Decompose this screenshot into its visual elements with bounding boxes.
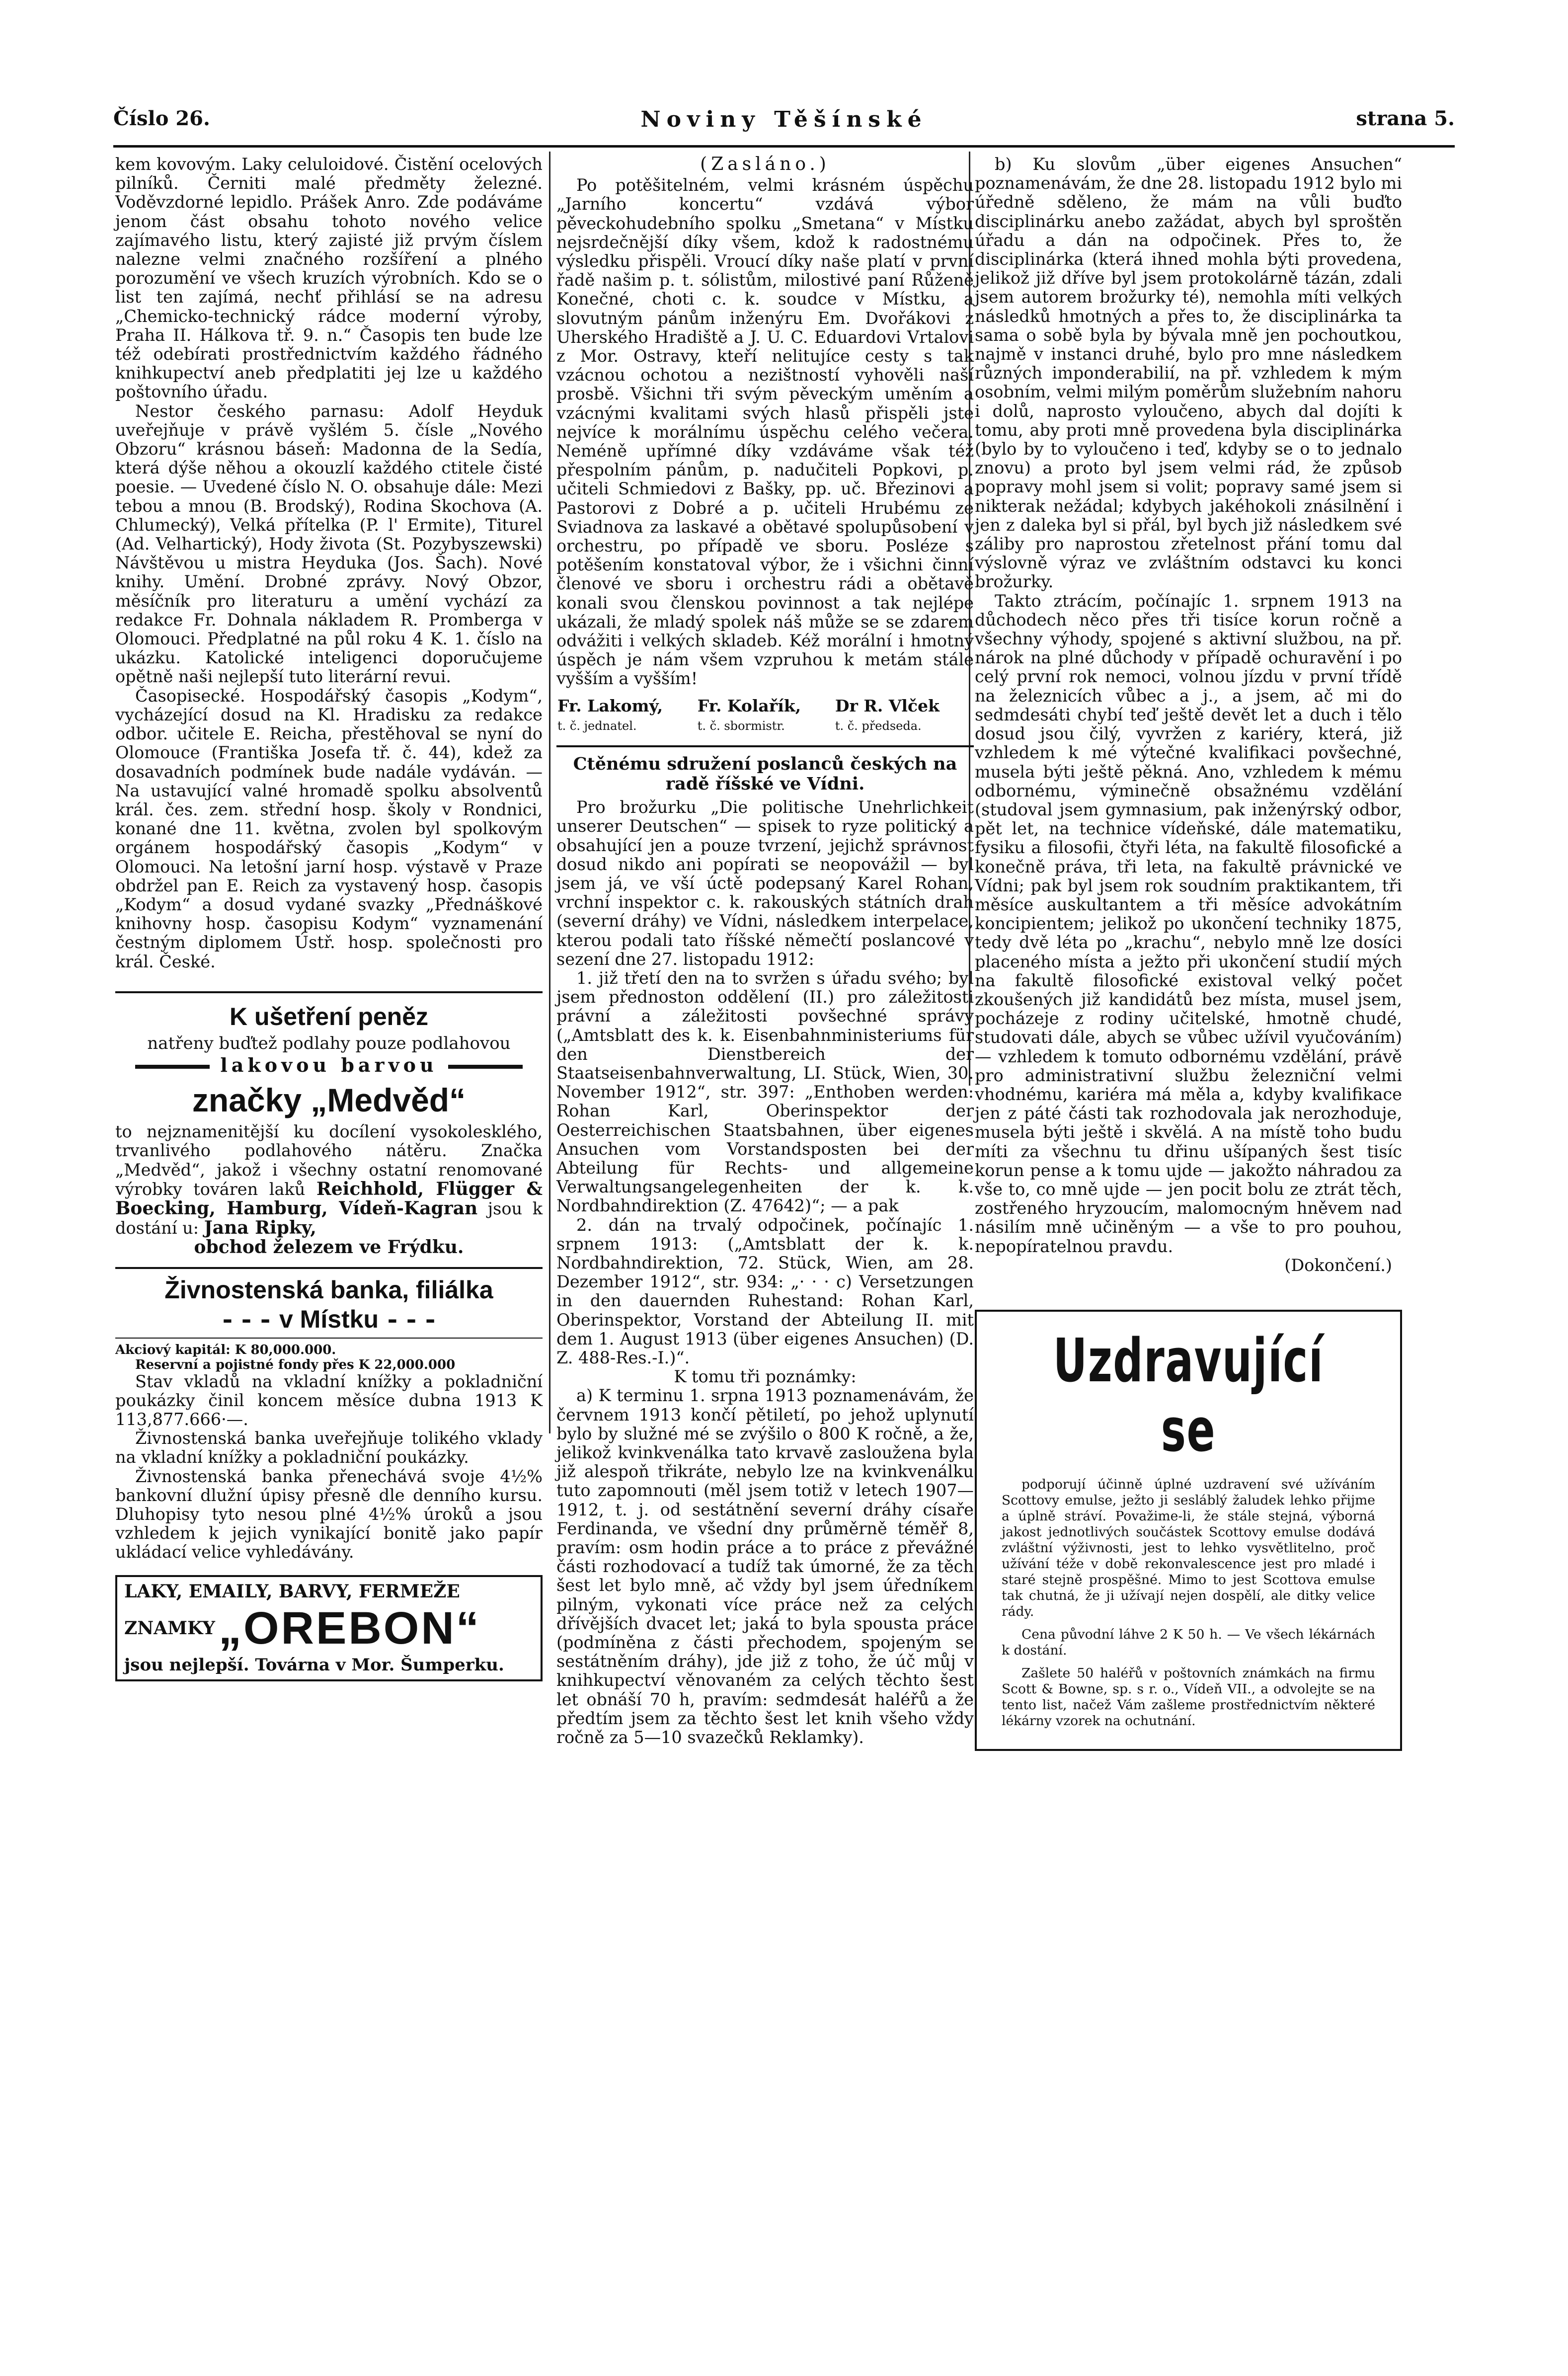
bank-text: Živnostenská banka uveřejňuje tolikého vklady na vkladní knížky a pokladniční poukázky.	[115, 1428, 543, 1467]
issue-number: Číslo 26.	[113, 107, 210, 130]
ad-line: ZNAMKY	[124, 1617, 215, 1639]
bank-text: Živnostenská banka přenechává svoje 4½% bankovní dlužní úpisy přesně dle denního kursu. Dluhopisy tyto nesou plné 4½% úroků a jsou vzhledem k jejich vynikající bonitě jako papír ukládací velice vyhledávány.	[115, 1466, 543, 1562]
article-text: Po potěšitelném, velmi krásném úspěchu „Jarního koncertu“ vzdává výbor pěveckohudebního spolku „Smetana“ v Místku nejsrdečnější díky všem, kdož k radostnému výsledku přispěli. Vroucí díky naše platí v první řadě našim p. t. sólistům, milostivé paní Růženě Konečné, choti c. k. soudce v Místku, a slovutným pánům inženýru Em. Dvořákovi z Uherského Hradiště a J. U. C. Eduardovi Vrtalovi z Mor. Ostravy, kteří nelitujíce cesty s tak vzácnou ochotou a nezištností vyhověli naší prosbě. Všichni tři svým pěveckým uměním a vzácnými kvalitami svých hlasů přispěli jste nejvíce k morálnímu úspěchu celého večera. Neméně upřímné díky vzdáváme však též přespolním pánům, p. nadučiteli Popkovi, p. učiteli Schmiedovi z Bašky, pp. uč. Březinovi a Pastorovi z Dobré a p. učiteli Hrubému ze Sviadnova za laskavé a obětavé spolupůsobení v orchestru, po případě ve sboru. Posléze s potěšením konstatoval výbor, že i všichni činní členové ve sboru i orchestru rádi a obětavě konali svou členskou povinnost a tak nejlépe ukázali, že mladý spolek náš může se se zdarem odvážiti i velkých skladeb. Kéž morální i hmotný úspěch je nám všem vzpruhou k metám stále vyšším a vyšším!	[556, 175, 974, 689]
signatures	[556, 696, 974, 736]
ad-line: lakovou barvou	[115, 1056, 543, 1075]
ad-dealer: obchod železem ve Frýdku.	[194, 1237, 464, 1258]
signature: Fr. Lakomý,	[557, 696, 663, 715]
signature-role: t. č. sbormistr.	[697, 718, 785, 733]
ad-text: jsou k dostání u:	[115, 1198, 543, 1238]
ad-title: Uzdravující se	[1053, 1326, 1324, 1465]
divider	[115, 1267, 543, 1269]
ad-headline: K ušetření peněz	[229, 1002, 429, 1030]
article-text: 1. již třetí den na to svržen s úřadu svého; byl jsem přednoston oddělení (II.) pro záležitosti právní a záležitosti povšechné správy („Amtsblatt des k. k. Eisenbahnministeriums für den Dienstbereich der Staatseisenbahnverwaltung, LI. Stück, Wien, 30. November 1912“, str. 397: „Enthoben werden: Rohan Karl, Oberinspektor der Oesterreichischen Staatsbahnen, über eigenes Ansuchen vom Vorstandsposten bei der Abteilung für Rechts- und allgemeine Verwaltungsangelegenheiten der k. k. Nordbahndirektion (Z. 47642)“; — a pak	[556, 968, 974, 1216]
bank-title: Živnostenská banka, filiálka	[164, 1275, 493, 1304]
page-number: strana 5.	[1356, 107, 1455, 130]
bank-advertisement	[115, 1275, 543, 1562]
article-text: Takto ztrácím, počínajíc 1. srpnem 1913 na důchodech něco přes tři tisíce korun ročně a všechny výhody, spojené s aktivní službou, na př. nárok na plné důchody v případě ochuravění i po celý první rok nemoci, volnou jízdu v první třídě na železnicích vůbec a j., a jsem, ač mi do sedmdesáti chybí teď ještě devět let a duch i tělo dosud jsou čilý, vyvržen z kariéry, která, již vzhledem k mé výtečné kvalifikaci povšechné, musela býti ještě pěkná. Ano, vzhledem k mému odbornému, výminečně obsažnému vzdělání (studoval jsem gymnasium, pak inženýrský odbor, pět let, na technice vídeňské, dále matematiku, fysiku a filosofii, čtyři léta, na fakultě filosofické a konečně práva, tři leta, na fakultě právnické ve Vídni; pak byl jsem rok soudním praktikantem, tři měsíce auskultantem a tři měsíce advokátním koncipientem; jelikož po ukončení techniky 1875, tedy dvě léta po „krachu“, nebylo mně lze dosíci placeného místa a ježto při ukončení studií mých na fakultě filosofické existoval velký počet zkoušených již kandidátů bez místa, musel jsem, pocházeje z rodiny učitelské, hmotně chudé, studovati dále, abych se vůbec užívil vyučováním) — vzhledem k tomuto odbornému vzdělání, právě pro administrativní službu železniční velmi vhodnému, kariéra má měla a, kdyby kvalifikace jen z páté části tak rozhodovala jak nerozhoduje, musela býti ještě i skvělá. A na místě toho budu míti za všechnu tu dřinu ušípaných šest tisíc korun pense a k tomu ujde — jakožto náhradou za vše to, co mně ujde — jen pocit bolu ze ztrát těch, zostřeného hryzoucím, malomocným hněvem nad násilím mně učiněným — a vše to pro pouhou, nepopíratelnou pravdu.	[975, 591, 1402, 1256]
article-text: kem kovovým. Laky celuloidové. Čistění ocelových pilníků. Černiti malé předměty železné. Voděvzdorné lepidlo. Prášek Anro. Zde podáváme jenom část obsahu tohoto nového velice zajímavého listu, který zajisté již prvým číslem nalezne velmi značného rozšíření a plného porozumění ve všech kruzích výrobních. Kdo se o list ten zajímá, nechť přihlásí se na adresu „Chemicko-technický rádce moderní výroby, Praha II. Hálkova tř. 9. n.“ Časopis ten bude lze též odebírati prostřednictvím každého řádného knihkupectví aneb předplatiti jej lze u každého poštovního úřadu.	[115, 155, 543, 402]
bank-reserve: Reservní a pojistné fondy přes K 22,000.000	[135, 1357, 456, 1372]
ad-dealer: Jana Ripky,	[204, 1217, 316, 1239]
article-text: b) Ku slovům „über eigenes Ansuchen“ poznamenávám, že dne 28. listopadu 1912 bylo mi úředně sděleno, že mám na vůli buďto disciplinárku anebo zažádat, abych byl sproštěn úřadu a dán na odpočinek. Přes to, že disciplinárka (která ihned mohla býti provedena, jelikož již dříve byl jsem protokolárně tázán, zdali jsem autorem brožurky té), nemohla míti velkých následků hmotných a přes to, že disciplinárka ta sama o sobě byla by bývala mně jen pochoutkou, najmě v instanci druhé, bylo pro mne následkem různých imponderabilií, na př. vzhledem k mým osobním, velmi milým poměrům služebním nahoru i dolů, naprosto vyloučeno, abych dal dojíti k tomu, aby proti mně provedena byla disciplinárka (bylo by to vyloučeno i teď, kdyby se o to jednalo znovu) a proto byl jsem velmi rád, že způsob popravy mohl jsem si volit; popravy samé jsem si nikterak nežádal; kdybych jakéhokoli znásilnění i jen z daleka byl si přál, byl bych již následkem své záliby pro naprostou zřetelnost přání tomu dal výslovně výraz ve zvláštním odstavci ku konci brožurky.	[975, 155, 1402, 592]
article-text: Pro brožurku „Die politische Unehrlichkeit unserer Deutschen“ — spisek to ryze politický a obsahující jen a pouze tvrzení, jejichž správnost dosud nikdo ani popírati se neopovážil — byl jsem já, ve vší úctě podepsaný Karel Rohan, vrchní inspektor c. k. rakouských státních drah (severní dráhy) ve Vídni, následkem interpelace, kterou podali tato říšské němečtí poslancové v sezení dne 27. listopadu 1912:	[556, 797, 974, 969]
article-text: Časopisecké. Hospodářský časopis „Kodym“, vycházející dosud na Kl. Hradisku za redakce odbor. učitele E. Reicha, přestěhoval se nyní do Olomouce (Františka Josefa tř. č. 44), kdež za dosavadních podmínek bude nadále vydáván. — Na ustavující valné hromadě spolku absolventů král. čes. zem. střední hosp. školy v Rondnici, konané dne 11. května, zvolen byl spolkovým orgánem hospodářský časopis „Kodym“ v Olomouci. Na letošní jarní hosp. výstavě v Praze obdržel pan E. Reich za vystavený hosp. časopis „Kodym“ a dosud vydané svazky „Přednáškové knihovny hosp. časopisu Kodym“ vyznamenání čestným diplomem Ústř. hosp. společnosti pro král. České.	[115, 686, 543, 971]
article-title: Ctěnému sdružení poslanců českých na radě říšské ve Vídni.	[573, 754, 957, 794]
divider	[556, 745, 974, 747]
medved-advertisement	[115, 999, 543, 1257]
bank-subtitle: - - - v Místku - - -	[222, 1304, 436, 1334]
article-text: K tomu tři poznámky:	[674, 1367, 857, 1387]
page-header	[113, 107, 1455, 137]
signature: Fr. Kolařík,	[697, 696, 801, 715]
continued-note: (Dokončení.)	[1284, 1255, 1392, 1275]
header-rule	[113, 145, 1455, 148]
scott-advertisement	[975, 1310, 1402, 1751]
column-1	[115, 155, 543, 1681]
ad-brand: značky „Medvěd“	[192, 1082, 466, 1119]
column-divider	[549, 152, 550, 1433]
ad-text: Cena původní láhve 2 K 50 h. — Ve všech lékárnách k dostání.	[1002, 1626, 1375, 1658]
ad-text: Zašlete 50 haléřů v poštovních známkách na firmu Scott & Bowne, sp. s r. o., Vídeň VII., a odvolejte se na tento list, načež Vám zašleme prostřednictvím některé lékárny vzorek na ochutnání.	[1002, 1665, 1375, 1729]
column-2	[556, 155, 974, 1747]
ad-text: to nejznamenitější ku docílení vysokolesklého, trvanlivého podlahového nátěru. Značka „Medvěd“, jakož i všechny ostatní renomované výrobky továren laků	[115, 1122, 543, 1199]
ad-text: podporují účinně úplné uzdravení své užíváním Scottovy emulse, ježto ji sesláblý žaludek lehko přijme a úplně stráví. Považime-li, že stále stejná, výborná jakost jednotlivých součástek Scottovy emulse dodává zvláštní výživnosti, jest to lehko vysvětlitelno, proč užívání téže v době rekonvalescence jest pro mladé i staré stejně prospěšné. Mimo to jest Scottova emulse tak chutná, že ji užívají nejen dospělí, ale ditky velice rády.	[1002, 1476, 1375, 1619]
newspaper-title: Noviny Těšínské	[640, 107, 928, 132]
article-text: 2. dán na trvalý odpočinek, počínajíc 1. srpnem 1913: („Amtsblatt der k. k. Nordbahndirektion, 72. Stück, Wien, am 28. Dezember 1912“, str. 934: „· · · c) Versetzungen in den dauernden Ruhestand: Rohan Karl, Oberinspektor, Vorstand der Abteilung II. mit dem 1. August 1913 (über eigenes Ansuchen) (D. Z. 488-Res.-I.)“.	[556, 1215, 974, 1367]
ad-line: jsou nejlepší. Továrna v Mor. Šumperku.	[124, 1655, 504, 1675]
signature-role: t. č. jednatel.	[557, 718, 637, 733]
article-text: Nestor českého parnasu: Adolf Heyduk uveřejňuje v právě vyšlém 5. čísle „Nového Obzoru“ krásnou báseň: Madonna de la Sedía, která dýše něhou a okouzlí každého ctitele čisté poesie. — Uvedené číslo N. O. obsahuje dále: Mezi tebou a mnou (B. Brodský), Rodina Skochova (A. Chlumecký), Velká přítelka (P. l' Ermite), Titurel (Ad. Velhartický), Hody života (St. Pozybyszewski) Návštěvou u mistra Heyduka (Jos. Šach). Nové knihy. Umění. Drobné zprávy. Nový Obzor, měsíčník pro literaturu a umění vychází za redakce Fr. Dohnala nákladem R. Promberga v Olomouci. Předplatné na půl roku 4 K. 1. číslo na ukázku. Katolické inteligenci doporučujeme opětně naši nejlepší tuto literární revui.	[115, 401, 543, 687]
bank-text: Stav vkladů na vkladní knížky a pokladniční poukázky činil koncem měsíce dubna 1913 K 113,877.666·—.	[115, 1371, 543, 1429]
bank-capital: Akciový kapitál: K 80,000.000.	[115, 1342, 336, 1357]
article-text: a) K terminu 1. srpna 1913 poznamenávám, že červnem 1913 končí pětiletí, po jehož uplynutí bylo by služné mé se zvýšilo o 800 K ročně, a že, jelikož kvinkvenálka tato krvavě zasloužena byla již alespoň třikráte, nebylo lze na kvinkvenálku tuto zapomnouti (měl jsem totiž v letech 1907—1912, t. j. od sestátnění severní dráhy císaře Ferdinanda, ve všední dny průměrně téměř 8, pravím: osm hodin práce a to práce z převážné části rozhodovací a tudíž tak úmorné, že za těch šest let bylo mně, ač vždy byl jsem úředníkem pilným, vykonati více práce než za celých dřívějších dvacet let; jaká to byla spousta práce (podmíněna z části přechodem, spojeným se sestátněním dráhy), jde již z toho, že úč můj v knihkupectví věnovaném za celých těchto šest let obnáší 70 h, pravím: sedmdesát haléřů a že předtím jsem za těchto šest let knih všeho vždy ročně za 5—10 svazečků Reklamky).	[556, 1386, 974, 1747]
signature: Dr R. Vlček	[835, 696, 940, 715]
section-heading: (Zasláno.)	[700, 154, 830, 174]
column-3	[975, 155, 1402, 1751]
divider	[115, 1338, 543, 1339]
signature-role: t. č. předseda.	[835, 718, 922, 733]
ad-line: LAKY, EMAILY, BARVY, FERMEŽE	[124, 1581, 460, 1602]
ad-line: natřeny buďtež podlahy pouze podlahovou	[147, 1033, 511, 1053]
divider	[115, 991, 543, 993]
ad-firm: Reichhold, Flügger & Boecking, Hamburg, Vídeň-Kagran	[115, 1178, 543, 1219]
ad-brand: „OREBON“	[219, 1602, 481, 1654]
orebon-advertisement	[115, 1575, 543, 1681]
